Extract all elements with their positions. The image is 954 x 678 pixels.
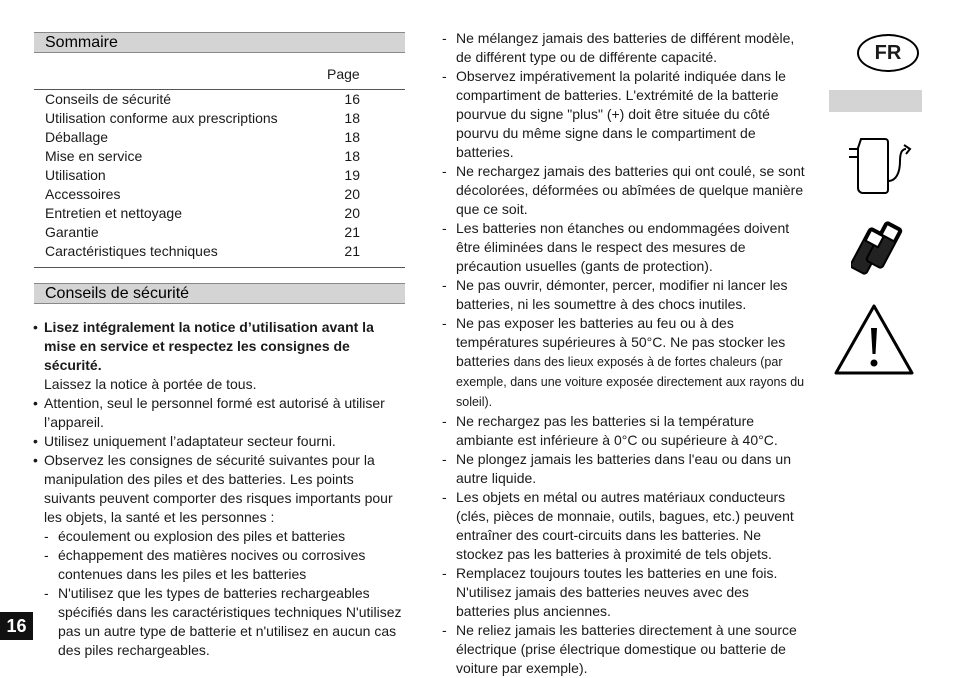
dash-item: - Remplacez toujours toutes les batteries en une fois. N'utilisez jamais des batteries neuves avec des batteries plus anciennes. <box>442 564 806 621</box>
toc-entry-page: 19 <box>344 167 360 183</box>
dash-item: - Ne plongez jamais les batteries dans l'eau ou dans un autre liquide. <box>442 450 806 488</box>
toc-entry-page: 18 <box>344 129 360 145</box>
toc-entry-label: Utilisation conforme aux prescriptions <box>45 110 278 126</box>
dash-item-text: Ne pas exposer les batteries au feu ou à des températures supérieures à 50°C. Ne pas stocker les batteries <box>456 315 786 369</box>
safety-list <box>442 29 806 678</box>
toc-entry-label: Entretien et nettoyage <box>45 205 182 221</box>
conseils-header <box>34 283 405 304</box>
bullet-item: • Utilisez uniquement l’adaptateur secteur fourni. <box>33 432 405 451</box>
dash-item: - Ne rechargez jamais des batteries qui ont coulé, se sont décolorées, déformées ou abîmées de quelque manière que ce soit. <box>442 162 806 219</box>
toc-entry-label: Mise en service <box>45 148 143 164</box>
toc-entry-label: Utilisation <box>45 167 106 183</box>
dash-item: - Ne mélangez jamais des batteries de différent modèle, de différent type ou de différente capacité. <box>442 29 806 67</box>
dash-item: - Ne pas ouvrir, démonter, percer, modifier ni lancer les batteries, ni les soumettre à des chocs inutiles. <box>442 276 806 314</box>
toc-page-label: Page <box>327 66 360 82</box>
dash-item: - écoulement ou explosion des piles et batteries <box>44 527 405 546</box>
dash-item: - Les batteries non étanches ou endommagées doivent être éliminées dans le respect des mesures de précaution usuelles (gants de protection). <box>442 219 806 276</box>
toc-entry[interactable] <box>45 147 360 166</box>
toc-entry[interactable] <box>45 185 360 204</box>
dash-item <box>442 314 806 412</box>
toc-entry-label: Conseils de sécurité <box>45 91 172 107</box>
dash-item: - échappement des matières nocives ou corrosives contenues dans les piles et les batteries <box>44 546 405 584</box>
conseils-title: Conseils de sécurité <box>45 285 190 302</box>
toc-entry-label: Caractéristiques techniques <box>45 243 218 259</box>
sommaire-header <box>34 32 405 53</box>
toc-entry-page: 20 <box>344 186 360 202</box>
dash-item: - Observez impérativement la polarité indiquée dans le compartiment de batteries. L'extrémité de la batterie pourvue du signe "plus" (+) doit être située du côté pourvu du même signe dans le compartiment de batteries. <box>442 67 806 162</box>
dash-item: - Ne reliez jamais les batteries directement à une source électrique (prise électrique domestique ou batterie de voiture par exemple). <box>442 621 806 678</box>
toc-entry-page: 18 <box>344 148 360 164</box>
toc-entry-page: 18 <box>344 110 360 126</box>
toc-entry[interactable] <box>45 90 360 109</box>
toc-entry[interactable] <box>45 128 360 147</box>
bullet-item: • Observez les consignes de sécurité suivantes pour la manipulation des piles et des batteries. Les points suivants peuvent comporter des risques importants pour les objets, la santé et les personnes : <box>33 451 405 527</box>
toc-entry[interactable] <box>45 242 360 261</box>
toc-bottom-rule <box>34 267 405 268</box>
power-adapter-icon <box>843 131 915 203</box>
warning-triangle-icon <box>833 302 915 376</box>
sommaire-title: Sommaire <box>45 34 118 51</box>
bullet-item <box>33 318 405 394</box>
bullet-text: Laissez la notice à portée de tous. <box>44 376 257 392</box>
dash-item: - N'utilisez que les types de batteries rechargeables spécifiés dans les caractéristiques techniques N'utilisez pas un autre type de batterie et n'utilisez en aucun cas des piles rechargeables. <box>44 584 405 660</box>
page-number: 16 <box>0 612 33 640</box>
margin-gray-bar <box>829 90 922 112</box>
dash-item: - Ne rechargez pas les batteries si la température ambiante est inférieure à 0°C ou supérieure à 40°C. <box>442 412 806 450</box>
table-of-contents <box>45 90 360 261</box>
bullet-bold-text: Lisez intégralement la notice d’utilisation avant la mise en service et respectez les consignes de sécurité. <box>44 319 374 373</box>
dash-item-small-text: dans des lieux exposés à de fortes chaleurs (par exemple, dans une voiture exposée directement aux rayons du soleil). <box>456 355 805 409</box>
toc-entry-label: Accessoires <box>45 186 121 202</box>
conseils-body <box>33 318 405 660</box>
toc-entry-label: Déballage <box>45 129 109 145</box>
toc-entry-page: 21 <box>344 243 360 259</box>
toc-entry[interactable] <box>45 109 360 128</box>
toc-entry[interactable] <box>45 204 360 223</box>
toc-entry-page: 20 <box>344 205 360 221</box>
bullet-item: • Attention, seul le personnel formé est autorisé à utiliser l’appareil. <box>33 394 405 432</box>
toc-entry-label: Garantie <box>45 224 99 240</box>
dash-item: - Les objets en métal ou autres matériaux conducteurs (clés, pièces de monnaie, outils, bagues, etc.) peuvent entraîner des court-circuits dans les batteries. Ne stockez pas les batteries à proximité de tels objets. <box>442 488 806 564</box>
batteries-icon <box>851 215 911 285</box>
toc-entry[interactable] <box>45 166 360 185</box>
toc-entry[interactable] <box>45 223 360 242</box>
toc-entry-page: 21 <box>344 224 360 240</box>
language-badge: FR <box>857 34 919 72</box>
toc-entry-page: 16 <box>344 91 360 107</box>
